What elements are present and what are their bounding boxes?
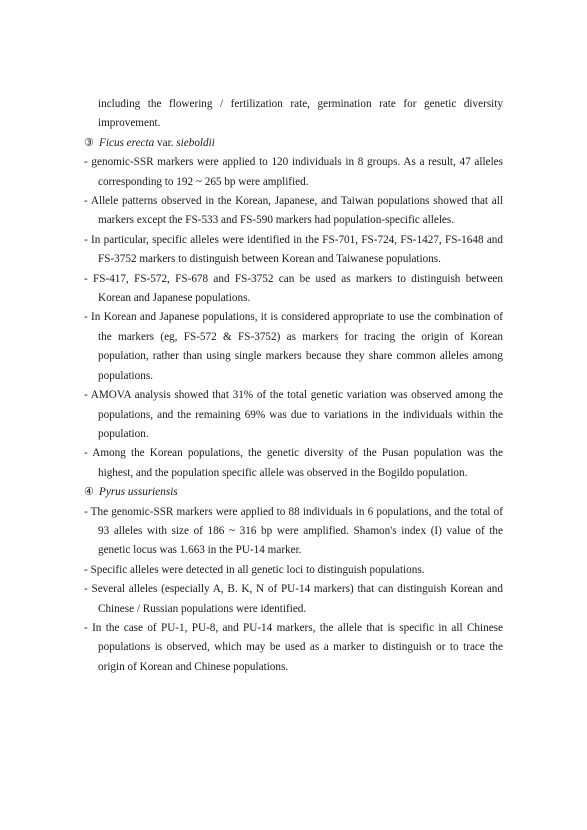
bullet-item: - In particular, specific alleles were identified in the FS-701, FS-724, FS-1427, FS-1648 and FS-3752 markers to distinguish between Korean and Taiwanese populations. <box>84 233 503 266</box>
bullet-item: - AMOVA analysis showed that 31% of the total genetic variation was observed among the populations, and the remaining 69% was due to variations in the individuals within the population. <box>84 389 503 440</box>
bullet-item: - Allele patterns observed in the Korean, Japanese, and Taiwan populations showed that all markers except the FS-533 and FS-590 markers had population-specific alleles. <box>84 195 503 227</box>
bullet-item: - Several alleles (especially A, B. K, N of PU-14 markers) that can distinguish Korean and Chinese / Russian populations were identified. <box>84 583 503 615</box>
section-heading-ficus <box>84 134 503 153</box>
bullet-item: - Specific alleles were detected in all genetic loci to distinguish populations. <box>84 563 425 576</box>
bullet-item: - In Korean and Japanese populations, it is considered appropriate to use the combination of the markers (eg, FS-572 & FS-3752) as markers for tracing the origin of Korean population, rather than using single markers because they share common alleles among populations. <box>84 311 503 382</box>
bullet-item: - The genomic-SSR markers were applied to 88 individuals in 6 populations, and the total of 93 alleles with size of 186 ~ 316 bp were amplified. Shamon's index (I) value of the genetic locus was 1.663 in the PU-14 marker. <box>84 505 503 557</box>
species-name-genus: Ficus erecta <box>99 136 155 149</box>
section-heading-pyrus <box>84 483 503 502</box>
document-body <box>84 95 503 677</box>
species-name: Pyrus ussuriensis <box>99 486 178 499</box>
bullet-item: - genomic-SSR markers were applied to 120 individuals in 8 groups. As a result, 47 alleles corresponding to 192 ~ 265 bp were amplified. <box>84 156 503 188</box>
bullet-item: - Among the Korean populations, the genetic diversity of the Pusan population was the highest, and the population specific allele was observed in the Bogildo population. <box>84 447 503 479</box>
section-number: ③ <box>84 136 95 149</box>
section-number: ④ <box>84 486 95 499</box>
intro-paragraph: including the flowering / fertilization rate, germination rate for genetic diversity improvement. <box>98 98 503 130</box>
bullet-item: - In the case of PU-1, PU-8, and PU-14 markers, the allele that is specific in all Chinese populations is observed, which may be used as a marker to distinguish or to trace the origin of Korean and Chinese populations. <box>84 621 503 673</box>
species-name-var: var. <box>154 136 177 149</box>
species-name-variety: sieboldii <box>176 136 215 149</box>
bullet-item: - FS-417, FS-572, FS-678 and FS-3752 can be used as markers to distinguish between Korean and Japanese populations. <box>84 272 503 305</box>
